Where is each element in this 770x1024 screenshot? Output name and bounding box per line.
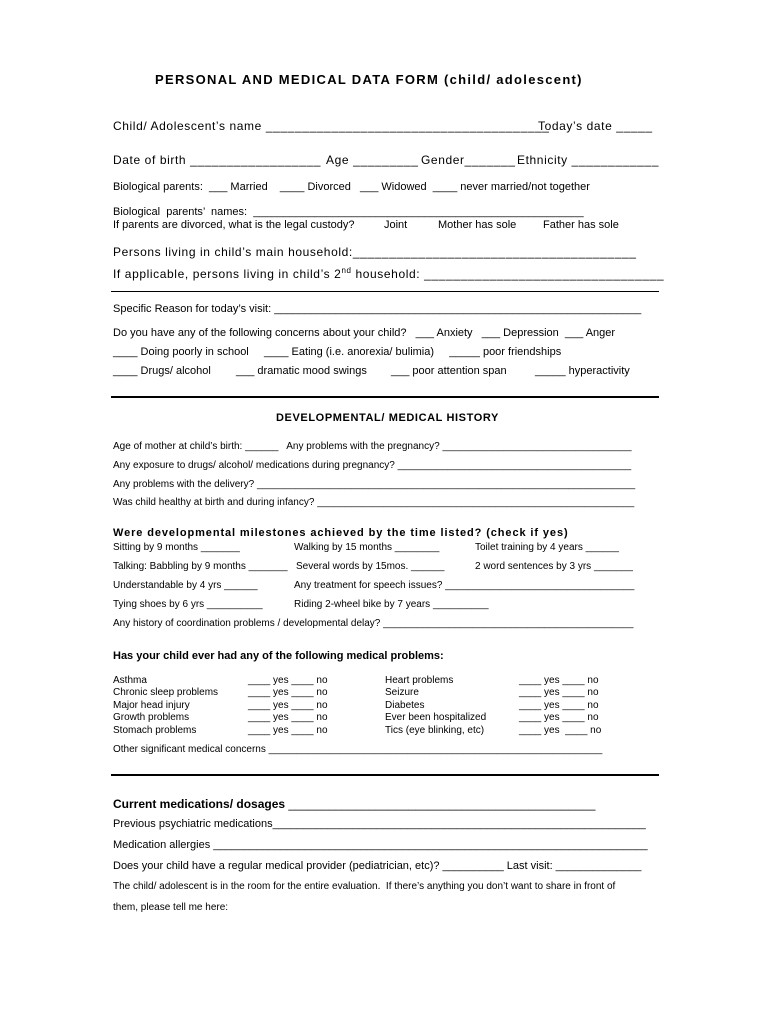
milestone-walking[interactable]: Walking by 15 months ________ xyxy=(294,542,440,553)
milestone-sitting[interactable]: Sitting by 9 months _______ xyxy=(113,542,240,553)
divider xyxy=(111,291,659,292)
condition-sleep-options[interactable]: ____ yes ____ no xyxy=(248,687,328,698)
condition-head-injury-label: Major head injury xyxy=(113,700,190,711)
coordination-problems-field[interactable]: Any history of coordination problems / developmental delay? _____________________________________________ xyxy=(113,618,634,629)
concern-drugs-alcohol[interactable]: ____ Drugs/ alcohol xyxy=(113,365,211,377)
milestones-heading: Were developmental milestones achieved by the time listed? (check if yes) xyxy=(113,527,569,539)
concerns-row-2[interactable]: ____ Doing poorly in school ____ Eating (i.e. anorexia/ bulimia) _____ poor friendships xyxy=(113,346,562,358)
form-title: PERSONAL AND MEDICAL DATA FORM (child/ adolescent) xyxy=(155,72,583,87)
condition-sleep-label: Chronic sleep problems xyxy=(113,687,219,698)
second-household-line: household: _________________________________ xyxy=(351,267,665,281)
condition-hospitalized-options[interactable]: ____ yes ____ no xyxy=(519,712,599,723)
condition-stomach-options[interactable]: ____ yes ____ no xyxy=(248,725,328,736)
current-medications-field[interactable] xyxy=(113,798,595,810)
infancy-health-field[interactable]: Was child healthy at birth and during infancy? _________________________________________________________ xyxy=(113,497,635,508)
condition-seizure-options[interactable]: ____ yes ____ no xyxy=(519,687,599,698)
concern-mood-swings[interactable]: ___ dramatic mood swings xyxy=(236,365,367,377)
privacy-note-line-1: The child/ adolescent is in the room for the entire evaluation. If there’s anything you don’t want to share in front of xyxy=(113,881,616,892)
child-name-field[interactable]: Child/ Adolescent’s name _______________________________________ xyxy=(113,119,550,133)
milestone-tying-shoes[interactable]: Tying shoes by 6 yrs __________ xyxy=(113,599,263,610)
mother-age-pregnancy-field[interactable]: Age of mother at child’s birth: ______ Any problems with the pregnancy? __________________________________ xyxy=(113,441,632,452)
pregnancy-exposure-field[interactable]: Any exposure to drugs/ alcohol/ medications during pregnancy? __________________________________________ xyxy=(113,460,632,471)
condition-growth-options[interactable]: ____ yes ____ no xyxy=(248,712,328,723)
milestone-babbling[interactable]: Talking: Babbling by 9 months _______ xyxy=(113,561,288,572)
second-household-label: If applicable, persons living in child’s 2 xyxy=(113,267,342,281)
condition-head-injury-options[interactable]: ____ yes ____ no xyxy=(248,700,328,711)
condition-diabetes-label: Diabetes xyxy=(385,700,425,711)
delivery-problems-field[interactable]: Any problems with the delivery? ____________________________________________________________________ xyxy=(113,479,636,490)
second-household-field[interactable] xyxy=(113,267,664,280)
current-medications-label: Current medications/ dosages xyxy=(113,797,286,811)
condition-growth-label: Growth problems xyxy=(113,712,190,723)
condition-asthma-label: Asthma xyxy=(113,675,147,686)
condition-tics-label: Tics (eye blinking, etc) xyxy=(385,725,485,736)
condition-hospitalized-label: Ever been hospitalized xyxy=(385,712,487,723)
dev-history-heading: DEVELOPMENTAL/ MEDICAL HISTORY xyxy=(276,412,499,424)
divider xyxy=(111,396,659,398)
visit-reason-field[interactable]: Specific Reason for today’s visit: ____________________________________________________________ xyxy=(113,303,642,315)
concerns-question[interactable]: Do you have any of the following concerns about your child? ___ Anxiety ___ Depression ___ Anger xyxy=(113,327,616,339)
custody-mother-option[interactable]: Mother has sole xyxy=(438,219,517,231)
concern-attention-span[interactable]: ___ poor attention span xyxy=(391,365,507,377)
custody-father-option[interactable]: Father has sole xyxy=(543,219,619,231)
condition-diabetes-options[interactable]: ____ yes ____ no xyxy=(519,700,599,711)
milestone-riding-bike[interactable]: Riding 2-wheel bike by 7 years __________ xyxy=(294,599,489,610)
current-medications-line: ______________________________________________ xyxy=(285,797,596,811)
ordinal-suffix: nd xyxy=(341,266,352,275)
gender-field[interactable]: Gender_______ xyxy=(421,153,516,167)
todays-date-field[interactable]: Today’s date _____ xyxy=(538,119,653,133)
ethnicity-field[interactable]: Ethnicity ____________ xyxy=(517,153,659,167)
age-field[interactable]: Age _________ xyxy=(326,153,419,167)
main-household-field[interactable]: Persons living in child’s main household:_______________________________________ xyxy=(113,245,637,259)
divider xyxy=(111,774,659,776)
legal-custody-question: If parents are divorced, what is the legal custody? xyxy=(113,219,355,231)
biological-parents-status[interactable]: Biological parents: ___ Married ____ Divorced ___ Widowed ____ never married/not together xyxy=(113,181,590,193)
condition-stomach-label: Stomach problems xyxy=(113,725,197,736)
speech-treatment-field[interactable]: Any treatment for speech issues? __________________________________ xyxy=(294,580,635,591)
medication-allergies-field[interactable]: Medication allergies _______________________________________________________________________ xyxy=(113,839,648,851)
custody-joint-option[interactable]: Joint xyxy=(384,219,408,231)
previous-psych-medications-field[interactable]: Previous psychiatric medications_____________________________________________________________ xyxy=(113,818,646,830)
condition-heart-options[interactable]: ____ yes ____ no xyxy=(519,675,599,686)
condition-tics-options[interactable]: ____ yes ____ no xyxy=(519,725,602,736)
condition-asthma-options[interactable]: ____ yes ____ no xyxy=(248,675,328,686)
date-of-birth-field[interactable]: Date of birth __________________ xyxy=(113,153,322,167)
condition-heart-label: Heart problems xyxy=(385,675,454,686)
milestone-several-words[interactable]: Several words by 15mos. ______ xyxy=(296,561,445,572)
medical-problems-heading: Has your child ever had any of the following medical problems: xyxy=(113,650,444,662)
milestone-sentences[interactable]: 2 word sentences by 3 yrs _______ xyxy=(475,561,633,572)
condition-seizure-label: Seizure xyxy=(385,687,419,698)
medical-provider-field[interactable]: Does your child have a regular medical provider (pediatrician, etc)? __________ Last visit: ______________ xyxy=(113,860,642,872)
milestone-understandable[interactable]: Understandable by 4 yrs ______ xyxy=(113,580,258,591)
concern-hyperactivity[interactable]: _____ hyperactivity xyxy=(535,365,630,377)
other-medical-concerns-field[interactable]: Other significant medical concerns ____________________________________________________________ xyxy=(113,744,603,755)
privacy-note-line-2: them, please tell me here: xyxy=(113,902,229,913)
biological-parents-names-field[interactable]: Biological parents’ names: ______________________________________________________ xyxy=(113,206,584,218)
milestone-toilet-training[interactable]: Toilet training by 4 years ______ xyxy=(475,542,619,553)
